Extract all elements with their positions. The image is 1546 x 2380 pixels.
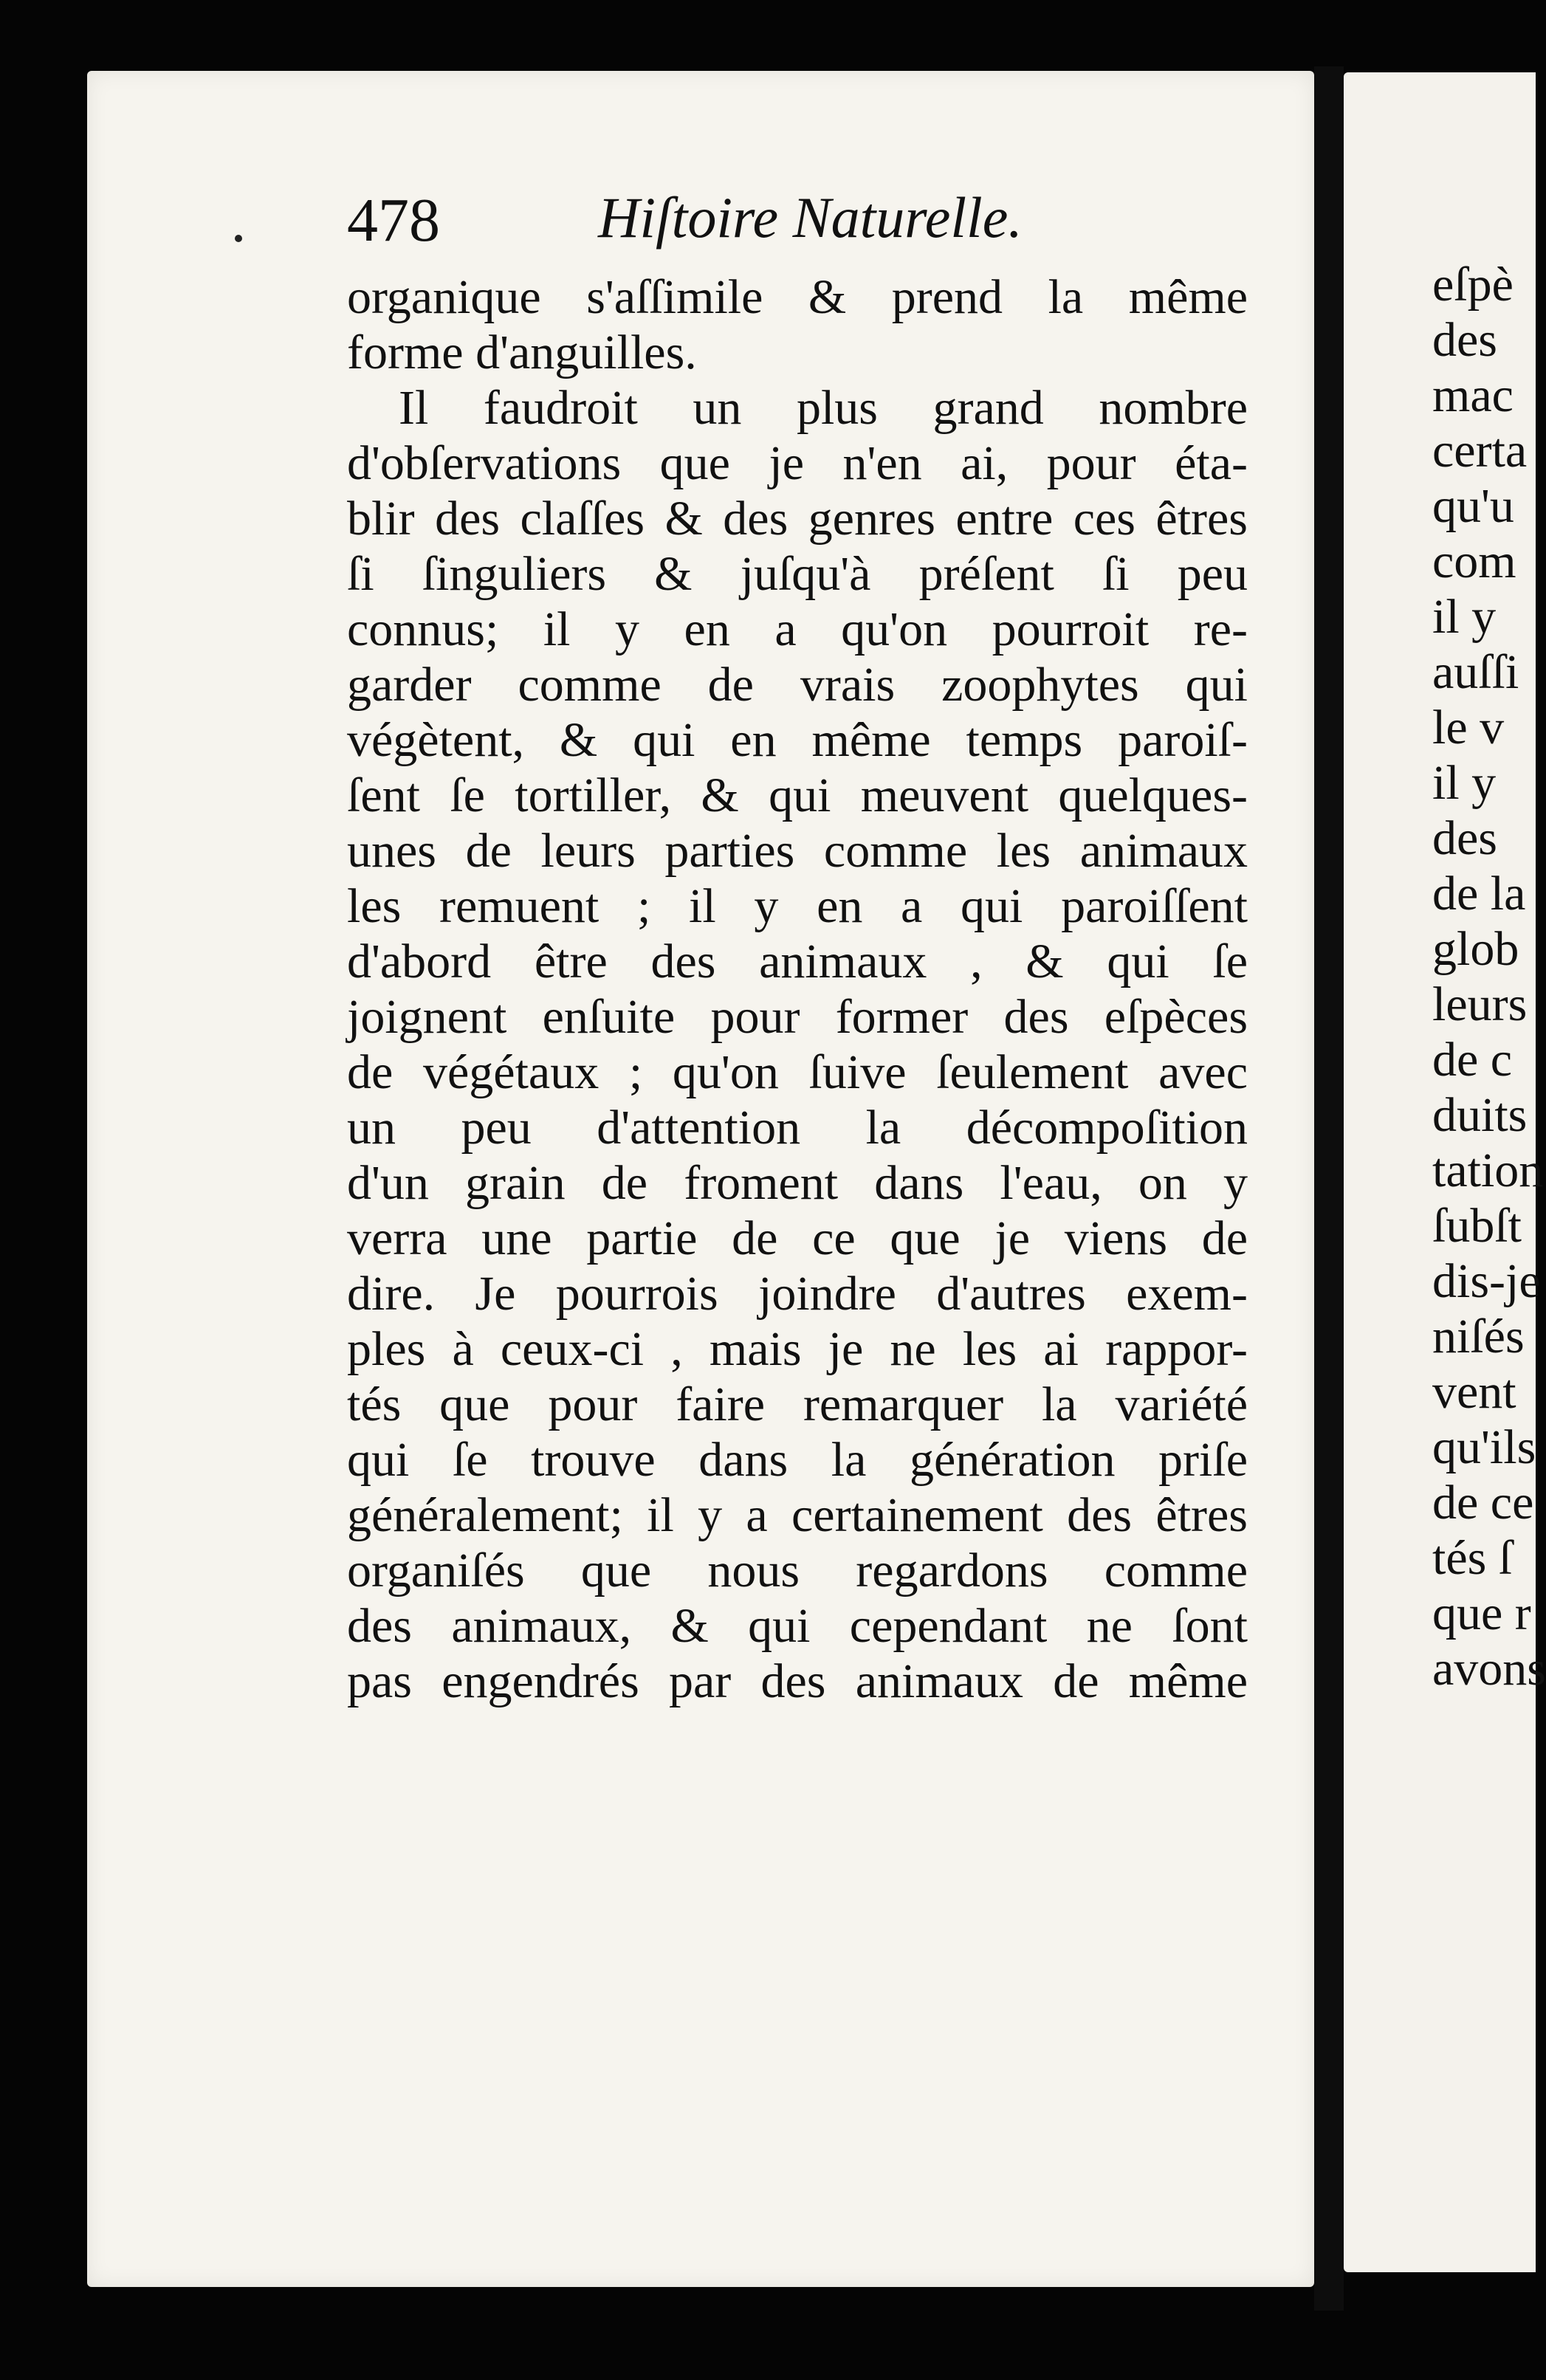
text-line: un peu d'attention la décompoſition [347, 1101, 1248, 1155]
right-page-fragment: qu'ils [1432, 1420, 1536, 1474]
right-page-fragment: il y [1432, 756, 1497, 810]
right-page-fragment: tation [1432, 1143, 1544, 1197]
text-line: pas engendrés par des animaux de même [347, 1654, 1248, 1708]
right-page-fragment: leurs [1432, 977, 1528, 1031]
right-page-fragment: avons [1432, 1642, 1546, 1696]
text-line: forme d'anguilles. [347, 326, 697, 379]
right-page-fragment: eſpè [1432, 258, 1514, 312]
ink-speck [235, 235, 242, 242]
text-line: verra une partie de ce que je viens de [347, 1211, 1248, 1265]
right-page-fragment: vent [1432, 1365, 1516, 1419]
right-page-fragment: que r [1432, 1586, 1531, 1640]
text-line: joignent enſuite pour former des eſpèces [347, 990, 1248, 1044]
right-page-fragment: tés ſ [1432, 1531, 1513, 1585]
right-page-fragment: com [1432, 534, 1516, 588]
text-line: ples à ceux-ci , mais je ne les ai rappor- [347, 1322, 1248, 1376]
text-line: ſi ſinguliers & juſqu'à préſent ſi peu [347, 547, 1248, 601]
right-page-text [1344, 257, 1546, 1696]
right-page-fragment: certa [1432, 424, 1528, 478]
text-line: d'abord être des animaux , & qui ſe [347, 935, 1248, 988]
text-line: végètent, & qui en même temps paroiſ- [347, 713, 1248, 767]
text-line: de végétaux ; qu'on ſuive ſeulement avec [347, 1045, 1248, 1099]
right-page-fragment: dis-je [1432, 1254, 1541, 1308]
text-line: organique s'aſſimile & prend la même [347, 270, 1248, 324]
right-page-fragment: ſubſt [1432, 1199, 1522, 1253]
right-page-fragment: duits [1432, 1088, 1528, 1142]
right-page [1344, 72, 1546, 2272]
text-line: qui ſe trouve dans la génération priſe [347, 1433, 1248, 1487]
right-page-fragment: niſés [1432, 1310, 1525, 1363]
running-title: Hiſtoire Naturelle. [598, 185, 1023, 250]
text-line: connus; il y en a qu'on pourroit re- [347, 602, 1248, 656]
text-line: d'un grain de froment dans l'eau, on y [347, 1156, 1248, 1210]
right-page-fragment: auſſi [1432, 645, 1519, 699]
right-page-fragment: il y [1432, 590, 1497, 644]
right-page-fragment: qu'u [1432, 479, 1514, 533]
page-number: 478 [347, 186, 440, 255]
right-page-fragment: des [1432, 811, 1497, 865]
right-page-fragment: de c [1432, 1033, 1513, 1087]
text-line: Il faudroit un plus grand nombre [399, 381, 1248, 435]
text-line: blir des claſſes & des genres entre ces êtres [347, 492, 1248, 546]
text-line: les remuent ; il y en a qui paroiſſent [347, 879, 1248, 933]
book-gutter [1314, 66, 1344, 2311]
right-page-fragment: glob [1432, 922, 1519, 976]
text-line: garder comme de vrais zoophytes qui [347, 658, 1248, 712]
text-line: tés que pour faire remarquer la variété [347, 1378, 1248, 1431]
right-page-fragment: des [1432, 313, 1497, 367]
right-page-fragment: de ce [1432, 1476, 1534, 1530]
text-line: généralement; il y a certainement des êtres [347, 1488, 1248, 1542]
text-line: organiſés que nous regardons comme [347, 1544, 1248, 1597]
text-line: dire. Je pourrois joindre d'autres exem- [347, 1267, 1248, 1321]
text-line: des animaux, & qui cependant ne ſont [347, 1599, 1248, 1653]
body-text [347, 269, 1248, 1709]
page-header [347, 185, 1248, 266]
text-line: d'obſervations que je n'en ai, pour éta- [347, 436, 1248, 490]
text-line: ſent ſe tortiller, & qui meuvent quelques- [347, 768, 1248, 822]
right-page-fragment: mac [1432, 368, 1514, 422]
text-line: unes de leurs parties comme les animaux [347, 824, 1248, 878]
right-page-fragment: le v [1432, 701, 1505, 754]
right-page-fragment: de la [1432, 867, 1526, 921]
